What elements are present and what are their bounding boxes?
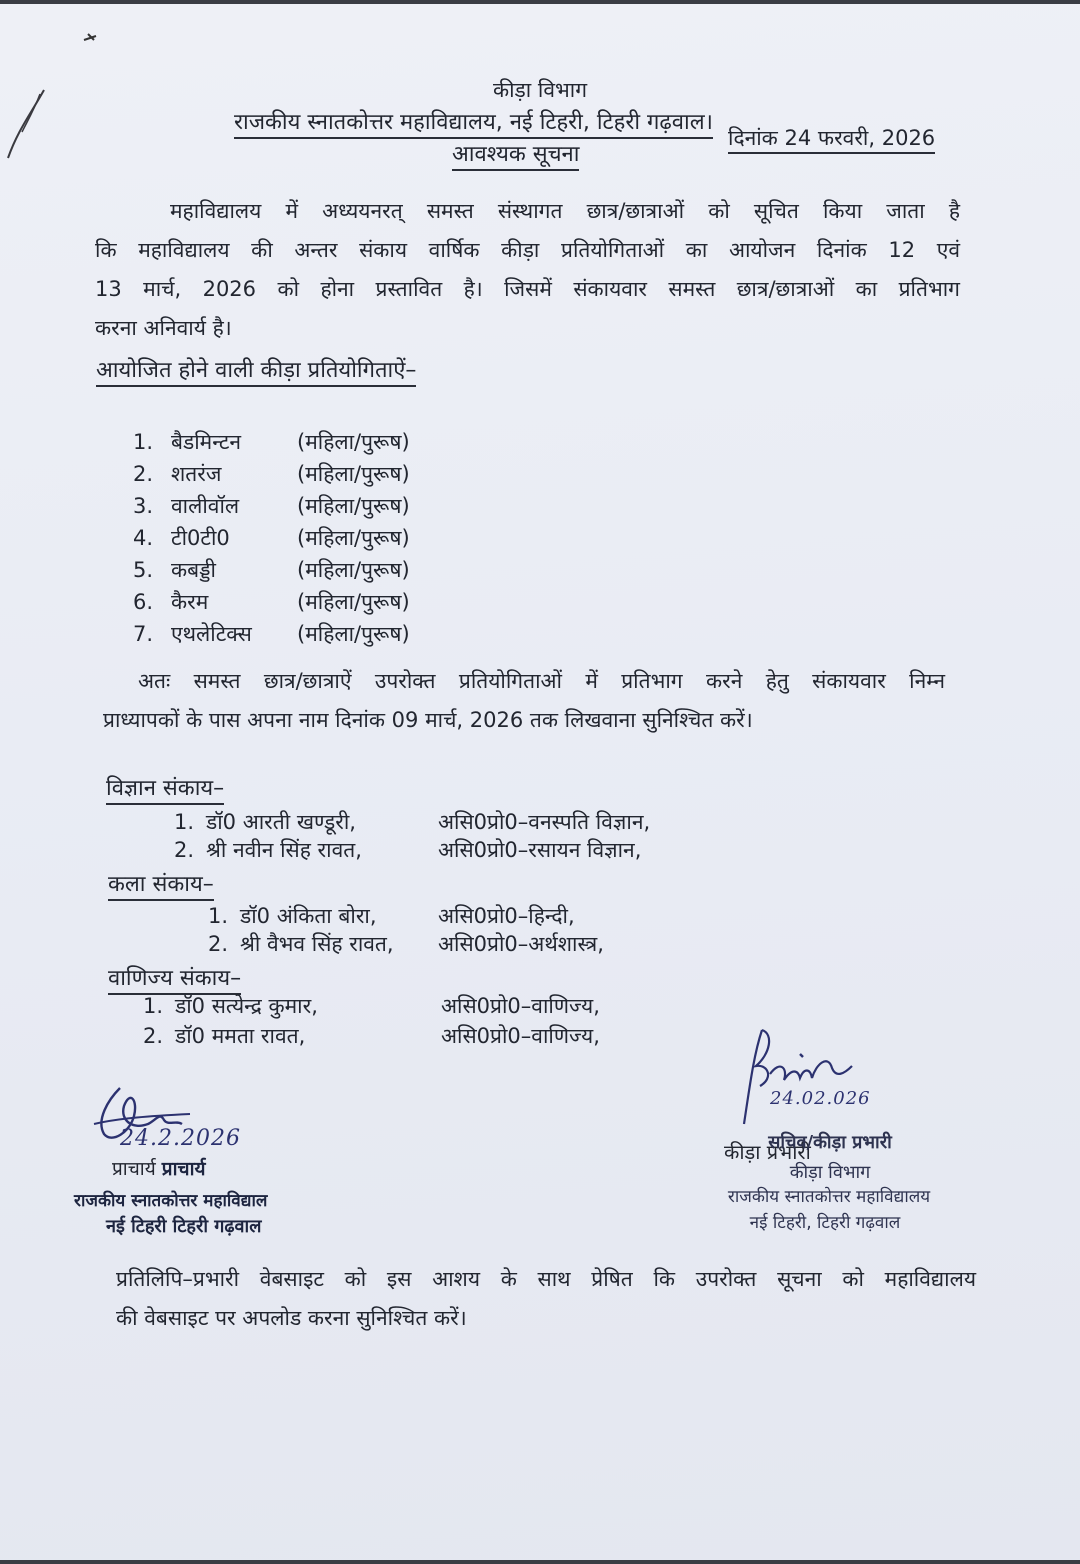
department-title: कीड़ा विभाग — [492, 78, 588, 102]
copy-note-line-2: की वेबसाइट पर अपलोड करना सुनिश्चित करें। — [116, 1306, 467, 1330]
copy-note — [116, 1260, 976, 1338]
sports-stamp-line-1: कीड़ा विभाग — [789, 1162, 871, 1183]
copy-note-line-1: प्रतिलिपि–प्रभारी वेबसाइट को इस आशय के साथ प्रेषित कि उपरोक्त सूचना को महाविद्यालय — [116, 1267, 976, 1291]
faculty-member: 1. डॉ0 सत्येन्द्र कुमार, असि0प्रो0–वाणिज्य, — [143, 994, 600, 1018]
list-item: 2. शतरंज (महिला/पुरूष) — [133, 462, 410, 486]
principal-stamp-line-2: नई टिहरी टिहरी गढ़वाल — [106, 1216, 262, 1237]
faculty-member: 1. डॉ0 अंकिता बोरा, असि0प्रो0–हिन्दी, — [208, 904, 575, 928]
faculty-member: 1. डॉ0 आरती खण्डूरी, असि0प्रो0–वनस्पति विज्ञान, — [174, 810, 651, 834]
list-item: 3. वालीवॉल (महिला/पुरूष) — [133, 494, 410, 518]
instruction-line-2: प्राध्यापकों के पास अपना नाम दिनांक 09 मार्च, 2026 तक लिखवाना सुनिश्चित करें। — [103, 708, 753, 732]
principal-sign-date: 24.2.2026 — [120, 1126, 241, 1151]
faculty-heading-commerce: वाणिज्य संकाय– — [108, 966, 241, 995]
instruction-line-1: अतः समस्त छात्र/छात्राऐं उपरोक्त प्रतियोगिताओं में प्रतिभाग करने हेतु संकायवार निम्न — [138, 669, 945, 693]
principal-stamp-title: प्राचार्य — [161, 1158, 206, 1180]
sports-stamp-line-3: नई टिहरी, टिहरी गढ़वाल — [749, 1213, 901, 1233]
faculty-member: 2. श्री नवीन सिंह रावत, असि0प्रो0–रसायन विज्ञान, — [174, 838, 642, 862]
faculty-member: 2. श्री वैभव सिंह रावत, असि0प्रो0–अर्थशास्त्र, — [208, 932, 604, 956]
instruction-paragraph — [103, 662, 945, 740]
intro-line-1: महाविद्यालय में अध्ययनरत् समस्त संस्थागत छात्र/छात्राओं को सूचित किया जाता है — [170, 199, 960, 223]
list-item: 4. टी0टी0 (महिला/पुरूष) — [133, 526, 410, 550]
principal-stamp-line-1: राजकीय स्नातकोत्तर महाविद्याल — [74, 1191, 268, 1211]
intro-line-3: 13 मार्च, 2026 को होना प्रस्तावित है। जिसमें संकायवार समस्त छात्र/छात्राओं का प्रतिभाग — [95, 277, 960, 301]
list-item: 1. बैडमिन्टन (महिला/पुरूष) — [133, 430, 410, 454]
notice-date: दिनांक 24 फरवरी, 2026 — [728, 126, 935, 154]
sports-incharge-title: कीड़ा प्रभारी — [724, 1140, 811, 1164]
faculty-member: 2. डॉ0 ममता रावत, असि0प्रो0–वाणिज्य, — [143, 1024, 600, 1048]
intro-line-4: करना अनिवार्य है। — [95, 316, 232, 340]
sports-incharge-sign-date: 24.02.026 — [770, 1088, 871, 1109]
sports-stamp-line-2: राजकीय स्नातकोत्तर महाविद्यालय — [727, 1187, 931, 1207]
list-item: 6. कैरम (महिला/पुरूष) — [133, 590, 410, 614]
intro-line-2: कि महाविद्यालय की अन्तर संकाय वार्षिक कीड़ा प्रतियोगिताओं का आयोजन दिनांक 12 एवं — [95, 238, 960, 262]
intro-paragraph — [95, 192, 960, 348]
principal-title: प्राचार्य — [112, 1158, 156, 1180]
faculty-heading-science: विज्ञान संकाय– — [106, 776, 224, 805]
notice-title: आवश्यक सूचना — [452, 142, 579, 171]
competitions-heading: आयोजित होने वाली कीड़ा प्रतियोगिताऐं– — [96, 358, 416, 387]
sports-stamp-title: सचिव/कीड़ा प्रभारी — [768, 1132, 892, 1153]
list-item: 7. एथलेटिक्स (महिला/पुरूष) — [133, 622, 410, 646]
list-item: 5. कबड्डी (महिला/पुरूष) — [133, 558, 410, 582]
photo-edge-bottom — [0, 1560, 1080, 1564]
faculty-heading-arts: कला संकाय– — [108, 872, 214, 901]
sports-incharge-signature-icon — [740, 1024, 890, 1134]
photo-edge-top — [0, 0, 1080, 4]
margin-mark-icon — [0, 20, 100, 160]
college-name: राजकीय स्नातकोत्तर महाविद्यालय, नई टिहरी, टिहरी गढ़वाल। — [234, 110, 713, 139]
